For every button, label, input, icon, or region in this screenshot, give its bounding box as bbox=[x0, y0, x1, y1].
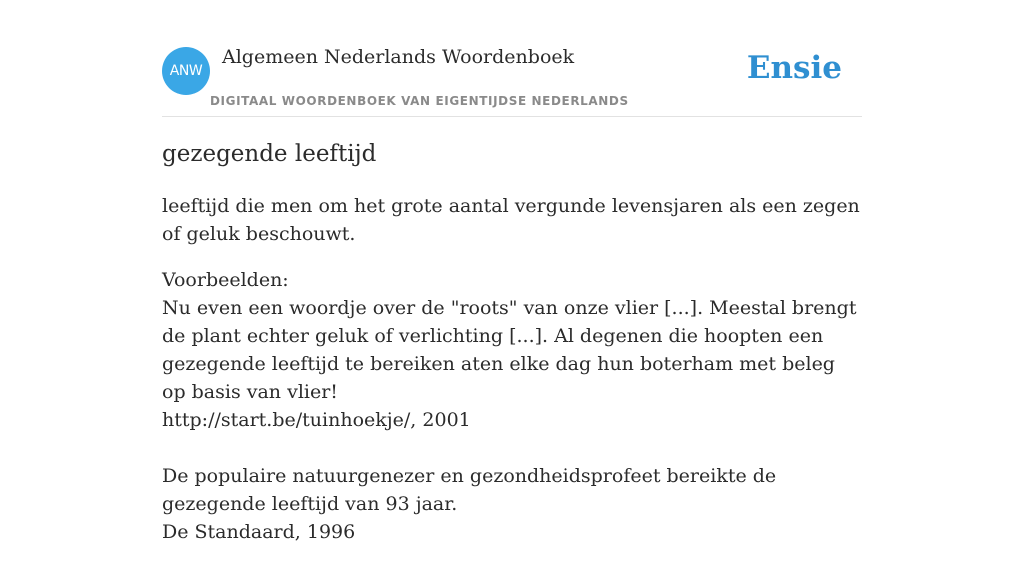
dictionary-subtitle: DIGITAAL WOORDENBOEK VAN EIGENTIJDSE NEDERLANDS bbox=[210, 94, 629, 108]
example-item bbox=[162, 462, 862, 546]
example-text: Nu even een woordje over de "roots" van onze vlier [...]. Meestal brengt de plant echter geluk of verlichting [...]. Al degenen die hoopten een gezegende leeftijd te bereiken aten elke dag hun boterham met beleg op basis van vlier! bbox=[162, 297, 857, 403]
entry-content bbox=[162, 136, 862, 574]
entry-term: gezegende leeftijd bbox=[162, 141, 377, 167]
examples-label: Voorbeelden: bbox=[162, 269, 289, 291]
dictionary-title[interactable]: Algemeen Nederlands Woordenboek bbox=[222, 46, 575, 68]
site-header bbox=[162, 40, 862, 117]
examples-section bbox=[162, 266, 862, 546]
anw-logo[interactable]: ANW bbox=[162, 47, 210, 95]
ensie-logo[interactable]: Ensie bbox=[746, 50, 842, 86]
example-item bbox=[162, 294, 862, 434]
example-source: De Standaard, 1996 bbox=[162, 521, 356, 543]
entry-definition: leeftijd die men om het grote aantal vergunde levensjaren als een zegen of geluk beschouwt. bbox=[162, 195, 860, 245]
example-text: De populaire natuurgenezer en gezondheidsprofeet bereikte de gezegende leeftijd van 93 jaar. bbox=[162, 465, 777, 515]
example-source: http://start.be/tuinhoekje/, 2001 bbox=[162, 409, 471, 431]
